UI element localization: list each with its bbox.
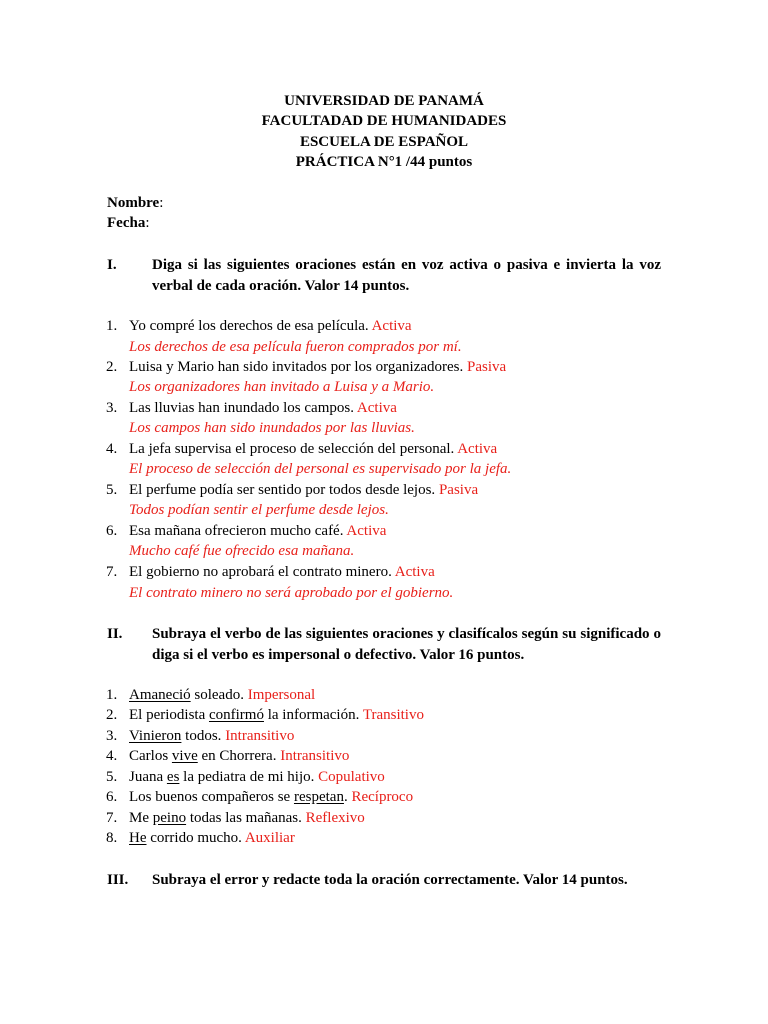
nombre-colon: :	[159, 195, 164, 211]
underlined-verb: vive	[171, 748, 198, 764]
nombre-label: Nombre	[107, 195, 160, 211]
sentence: Yo compré los derechos de esa película.	[129, 318, 369, 334]
school-title: ESCUELA DE ESPAÑOL	[299, 134, 469, 150]
voice-answer: Activa	[356, 400, 397, 416]
underlined-verb: Vinieron	[129, 728, 182, 744]
list-item-number: 3.	[106, 728, 118, 744]
voice-answer: Pasiva	[467, 359, 507, 375]
list-item	[129, 316, 412, 336]
nombre-field	[107, 193, 163, 213]
rewritten-sentence: Todos podían sentir el perfume desde lejos.	[129, 502, 389, 518]
sentence-before: El periodista	[129, 707, 209, 723]
underlined-verb: Amaneció	[129, 687, 191, 703]
rewritten-sentence: Los organizadores han invitado a Luisa y a Mario.	[129, 379, 435, 395]
list-item-number: 6.	[106, 789, 118, 805]
sentence: Esa mañana ofrecieron mucho café.	[129, 523, 344, 539]
list-item	[129, 767, 385, 787]
verb-classification: Recíproco	[351, 789, 414, 805]
fecha-label: Fecha	[107, 215, 146, 231]
list-item-number: 4.	[106, 441, 118, 457]
section-1-number: I.	[107, 257, 117, 273]
verb-classification: Intransitivo	[225, 728, 295, 744]
sentence-before: Carlos	[129, 748, 172, 764]
list-item	[129, 787, 413, 807]
list-item	[129, 357, 506, 377]
sentence-after: en Chorrera.	[197, 748, 277, 764]
voice-answer: Activa	[394, 564, 435, 580]
verb-classification: Reflexivo	[305, 810, 365, 826]
rewritten-sentence: El contrato minero no será aprobado por el gobierno.	[129, 585, 454, 601]
list-item	[129, 726, 294, 746]
sentence-before: Juana	[129, 769, 167, 785]
list-item-number: 8.	[106, 830, 118, 846]
sentence-after: corrido mucho.	[146, 830, 242, 846]
underlined-verb: He	[129, 830, 147, 846]
verb-classification: Copulativo	[318, 769, 385, 785]
rewritten-sentence: Los campos han sido inundados por las lluvias.	[129, 420, 415, 436]
list-item	[129, 562, 435, 582]
rewritten-sentence: El proceso de selección del personal es supervisado por la jefa.	[129, 461, 512, 477]
sentence-before: Me	[129, 810, 153, 826]
section-3-number: III.	[107, 872, 129, 888]
rewritten-sentence: Los derechos de esa película fueron comprados por mí.	[129, 339, 462, 355]
list-item-number: 5.	[106, 769, 118, 785]
voice-answer: Activa	[371, 318, 412, 334]
sentence-after: todos.	[181, 728, 222, 744]
list-item	[129, 746, 349, 766]
voice-answer: Pasiva	[438, 482, 479, 498]
list-item-number: 6.	[106, 523, 118, 539]
list-item-number: 1.	[106, 318, 118, 334]
sentence-after: la pediatra de mi hijo.	[179, 769, 315, 785]
voice-answer: Activa	[346, 523, 387, 539]
section-2-number: II.	[107, 626, 123, 642]
list-item	[129, 828, 295, 848]
sentence: La jefa supervisa el proceso de selección del personal.	[129, 441, 455, 457]
list-item	[129, 439, 497, 459]
sentence: Luisa y Mario han sido invitados por los organizadores.	[129, 359, 464, 375]
sentence: El perfume podía ser sentido por todos desde lejos.	[129, 482, 436, 498]
list-item	[129, 705, 424, 725]
sentence-after: la información.	[263, 707, 360, 723]
list-item-number: 1.	[106, 687, 118, 703]
list-item-number: 7.	[106, 810, 118, 826]
sentence: Las lluvias han inundado los campos.	[129, 400, 354, 416]
underlined-verb: respetan	[293, 789, 344, 805]
sentence-after: soleado.	[190, 687, 244, 703]
list-item	[129, 480, 478, 500]
section-1-instruction: Diga si las siguientes oraciones están en voz activa o pasiva e invierta la voz verbal de cada oración. Valor 14 puntos.	[152, 257, 661, 294]
list-item-number: 4.	[106, 748, 118, 764]
verb-classification: Auxiliar	[244, 830, 295, 846]
list-item-number: 3.	[106, 400, 118, 416]
sentence-before: Los buenos compañeros se	[129, 789, 294, 805]
sentence-after: todas las mañanas.	[186, 810, 302, 826]
list-item-number: 2.	[106, 707, 118, 723]
list-item	[129, 521, 386, 541]
fecha-field	[107, 213, 150, 233]
underlined-verb: es	[166, 769, 180, 785]
verb-classification: Impersonal	[247, 687, 316, 703]
underlined-verb: confirmó	[208, 707, 264, 723]
list-item-number: 2.	[106, 359, 118, 375]
section-3-instruction: Subraya el error y redacte toda la oración correctamente. Valor 14 puntos.	[152, 872, 628, 888]
underlined-verb: peino	[152, 810, 187, 826]
list-item	[129, 685, 315, 705]
faculty-title: FACULTADAD DE HUMANIDADES	[261, 113, 507, 129]
fecha-colon: :	[145, 215, 150, 231]
list-item	[129, 398, 397, 418]
list-item-number: 7.	[106, 564, 118, 580]
list-item-number: 5.	[106, 482, 118, 498]
voice-answer: Activa	[457, 441, 498, 457]
rewritten-sentence: Mucho café fue ofrecido esa mañana.	[129, 543, 355, 559]
sentence: El gobierno no aprobará el contrato minero.	[129, 564, 392, 580]
sentence-after: .	[343, 789, 348, 805]
practice-title: PRÁCTICA N°1 /44 puntos	[295, 154, 473, 170]
list-item	[129, 808, 365, 828]
verb-classification: Transitivo	[362, 707, 424, 723]
verb-classification: Intransitivo	[280, 748, 350, 764]
university-title: UNIVERSIDAD DE PANAMÁ	[284, 93, 484, 109]
section-2-instruction: Subraya el verbo de las siguientes oraciones y clasifícalos según su significado o diga si el verbo es impersonal o defectivo. Valor 16 puntos.	[152, 626, 661, 663]
